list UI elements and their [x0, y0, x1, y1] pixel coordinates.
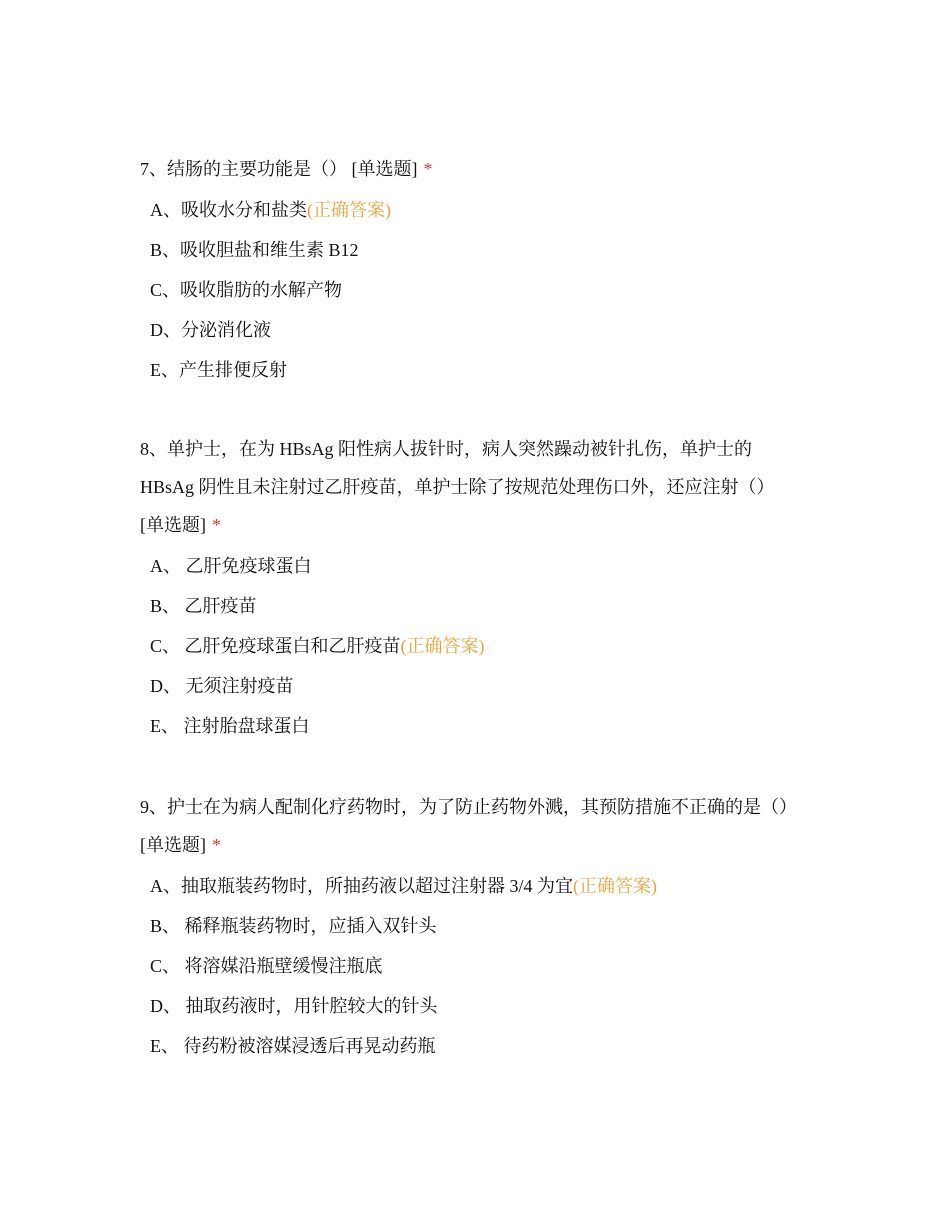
question-8 — [140, 430, 800, 746]
option-a[interactable] — [140, 866, 800, 906]
option-label: B、吸收胆盐和维生素 B12 — [150, 240, 359, 260]
option-b[interactable] — [140, 230, 800, 270]
question-title — [140, 788, 800, 864]
option-label: E、 注射胎盘球蛋白 — [150, 716, 310, 736]
option-c[interactable] — [140, 626, 800, 666]
option-label: A、 乙肝免疫球蛋白 — [150, 556, 312, 576]
option-label: D、 抽取药液时，用针腔较大的针头 — [150, 996, 438, 1016]
option-label: C、 乙肝免疫球蛋白和乙肝疫苗 — [150, 636, 401, 656]
question-title — [140, 150, 800, 188]
question-text: 7、结肠的主要功能是（） [单选题] — [140, 159, 418, 179]
option-label: B、 稀释瓶装药物时，应插入双针头 — [150, 916, 437, 936]
correct-answer-tag: (正确答案) — [573, 876, 657, 896]
correct-answer-tag: (正确答案) — [400, 636, 485, 656]
option-label: C、 将溶媒沿瓶壁缓慢注瓶底 — [150, 956, 383, 976]
option-d[interactable] — [140, 666, 800, 706]
option-label: A、抽取瓶装药物时，所抽药液以超过注射器 3/4 为宜 — [150, 876, 573, 896]
option-a[interactable] — [140, 546, 800, 586]
option-list — [140, 546, 800, 746]
option-b[interactable] — [140, 906, 800, 946]
option-label: C、吸收脂肪的水解产物 — [150, 280, 343, 300]
option-label: E、 待药粉被溶媒浸透后再晃动药瓶 — [150, 1036, 436, 1056]
option-label: E、产生排便反射 — [150, 360, 287, 380]
question-9 — [140, 788, 800, 1066]
question-text: 8、单护士，在为 HBsAg 阳性病人拔针时，病人突然躁动被针扎伤，单护士的 HBsAg 阴性且未注射过乙肝疫苗，单护士除了按规范处理伤口外，还应注射（） [单选题] — [140, 439, 775, 535]
question-title — [140, 430, 800, 544]
option-c[interactable] — [140, 270, 800, 310]
option-label: A、吸收水分和盐类 — [150, 200, 307, 220]
option-e[interactable] — [140, 706, 800, 746]
option-list — [140, 190, 800, 390]
option-label: D、 无须注射疫苗 — [150, 676, 294, 696]
option-e[interactable] — [140, 1026, 800, 1066]
option-d[interactable] — [140, 310, 800, 350]
option-c[interactable] — [140, 946, 800, 986]
option-label: B、 乙肝疫苗 — [150, 596, 257, 616]
option-e[interactable] — [140, 350, 800, 390]
correct-answer-tag: (正确答案) — [307, 200, 391, 220]
option-label: D、分泌消化液 — [150, 320, 271, 340]
question-7 — [140, 150, 800, 390]
required-mark: * — [212, 835, 221, 855]
option-d[interactable] — [140, 986, 800, 1026]
required-mark: * — [212, 515, 221, 535]
option-list — [140, 866, 800, 1066]
required-mark: * — [423, 159, 433, 179]
question-text: 9、护士在为病人配制化疗药物时，为了防止药物外溅，其预防措施不正确的是（） [单选题] — [140, 797, 797, 855]
option-b[interactable] — [140, 586, 800, 626]
option-a[interactable] — [140, 190, 800, 230]
